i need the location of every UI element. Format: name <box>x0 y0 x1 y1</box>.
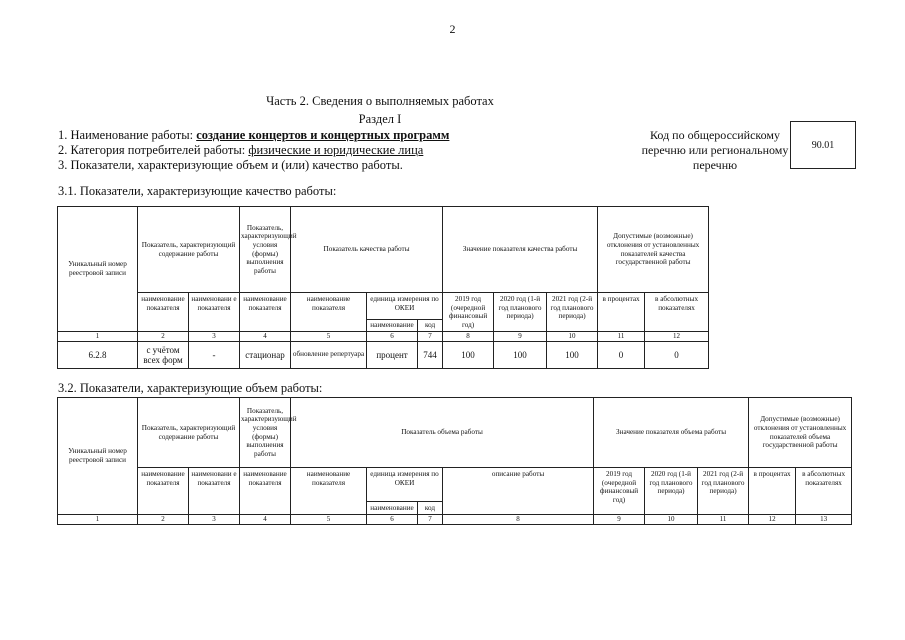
column-number: 8 <box>443 332 494 342</box>
code-box: 90.01 <box>790 121 856 169</box>
q-s-unit: единица измерения по ОКЕИ <box>367 293 443 320</box>
q-absolute: 0 <box>645 341 709 368</box>
q-condition: стационар <box>240 341 291 368</box>
v-s-absolute: в абсолютных показателях <box>796 468 852 515</box>
column-number: 2 <box>138 332 189 342</box>
column-number: 4 <box>240 332 291 342</box>
column-number: 6 <box>367 515 418 525</box>
column-number: 10 <box>645 515 698 525</box>
v-s-name2: наименовани е показателя <box>189 468 240 515</box>
q-column-numbers <box>58 332 709 342</box>
v-h-conditions: Показатель, характеризующий условия (формы) выполнения работы <box>240 398 291 468</box>
column-number: 5 <box>291 332 367 342</box>
q-v2021: 100 <box>547 341 598 368</box>
column-number: 7 <box>418 332 443 342</box>
q-content1: с учётом всех форм <box>138 341 189 368</box>
q-s-name2: наименовани е показателя <box>189 293 240 332</box>
q-s-y2020: 2020 год (1-й год планового периода) <box>494 293 547 332</box>
q-h-conditions: Показатель, характеризующий условия (формы) выполнения работы <box>240 207 291 293</box>
q-content2: - <box>189 341 240 368</box>
column-number: 7 <box>418 515 443 525</box>
v-h-deviation: Допустимые (возможные) отклонения от установленных показателей объема государственной работы <box>749 398 852 468</box>
q-percent: 0 <box>598 341 645 368</box>
q-h-value: Значение показателя качества работы <box>443 207 598 293</box>
column-number: 4 <box>240 515 291 525</box>
v-h-registry: Уникальный номер реестровой записи <box>58 398 138 515</box>
column-number: 9 <box>494 332 547 342</box>
q-s-unit-name: наименование <box>367 320 418 332</box>
v-s-name1: наименование показателя <box>138 468 189 515</box>
v-s-unit-code: код <box>418 502 443 515</box>
v-s-unit: единица измерения по ОКЕИ <box>367 468 443 502</box>
v-s-description: описание работы <box>443 468 594 515</box>
column-number: 1 <box>58 515 138 525</box>
volume-heading: 3.2. Показатели, характеризующие объем работы: <box>58 381 323 395</box>
consumer-label: 2. Категория потребителей работы: <box>58 143 246 157</box>
q-code: 744 <box>418 341 443 368</box>
column-number: 6 <box>367 332 418 342</box>
q-unit: процент <box>367 341 418 368</box>
column-number: 1 <box>58 332 138 342</box>
v-h-value: Значение показателя объема работы <box>594 398 749 468</box>
column-number: 10 <box>547 332 598 342</box>
code-label: Код по общероссийскому перечню или региональному перечню <box>641 128 789 172</box>
quality-heading: 3.1. Показатели, характеризующие качество работы: <box>58 184 337 198</box>
table-row <box>58 341 709 368</box>
column-number: 11 <box>698 515 749 525</box>
column-number: 5 <box>291 515 367 525</box>
v-s-name4: наименование показателя <box>291 468 367 515</box>
v-s-y2020: 2020 год (1-й год планового периода) <box>645 468 698 515</box>
indicators-line: 3. Показатели, характеризующие объем и (или) качество работы. <box>58 158 403 172</box>
consumer-line <box>58 143 423 158</box>
q-s-y2021: 2021 год (2-й год планового периода) <box>547 293 598 332</box>
q-s-name3: наименование показателя <box>240 293 291 332</box>
v-s-unit-name: наименование <box>367 502 418 515</box>
v-h-indicator: Показатель объема работы <box>291 398 594 468</box>
column-number: 9 <box>594 515 645 525</box>
q-s-name1: наименование показателя <box>138 293 189 332</box>
q-h-registry: Уникальный номер реестровой записи <box>58 207 138 332</box>
q-h-deviation: Допустимые (возможные) отклонения от установленных показателей качества государственной работы <box>598 207 709 293</box>
v-s-y2019: 2019 год (очередной финансовый год) <box>594 468 645 515</box>
q-s-y2019: 2019 год (очередной финансовый год) <box>443 293 494 332</box>
v-s-y2021: 2021 год (2-й год планового периода) <box>698 468 749 515</box>
column-number: 3 <box>189 515 240 525</box>
q-s-name4: наименование показателя <box>291 293 367 332</box>
v-column-numbers <box>58 515 852 525</box>
column-number: 13 <box>796 515 852 525</box>
work-name-value: создание концертов и концертных программ <box>196 128 450 142</box>
column-number: 12 <box>749 515 796 525</box>
work-name-label: 1. Наименование работы: <box>58 128 194 142</box>
v-h-content: Показатель, характеризующий содержание работы <box>138 398 240 468</box>
q-s-unit-code: код <box>418 320 443 332</box>
work-name-line <box>58 128 449 143</box>
q-indicator: обновление репертуара <box>291 341 367 368</box>
q-v2019: 100 <box>443 341 494 368</box>
consumer-value: физические и юридические лица <box>248 143 424 157</box>
v-s-name3: наименование показателя <box>240 468 291 515</box>
q-registry: 6.2.8 <box>58 341 138 368</box>
v-s-percent: в процентах <box>749 468 796 515</box>
column-number: 3 <box>189 332 240 342</box>
column-number: 12 <box>645 332 709 342</box>
page-number: 2 <box>449 22 456 36</box>
column-number: 8 <box>443 515 594 525</box>
part-title: Часть 2. Сведения о выполняемых работах <box>266 94 494 108</box>
q-s-absolute: в абсолютных показателях <box>645 293 709 332</box>
section-title: Раздел I <box>358 112 402 126</box>
quality-table <box>57 206 709 369</box>
q-v2020: 100 <box>494 341 547 368</box>
q-s-percent: в процентах <box>598 293 645 332</box>
q-h-indicator: Показатель качества работы <box>291 207 443 293</box>
column-number: 2 <box>138 515 189 525</box>
q-h-content: Показатель, характеризующий содержание работы <box>138 207 240 293</box>
volume-table <box>57 397 852 525</box>
column-number: 11 <box>598 332 645 342</box>
